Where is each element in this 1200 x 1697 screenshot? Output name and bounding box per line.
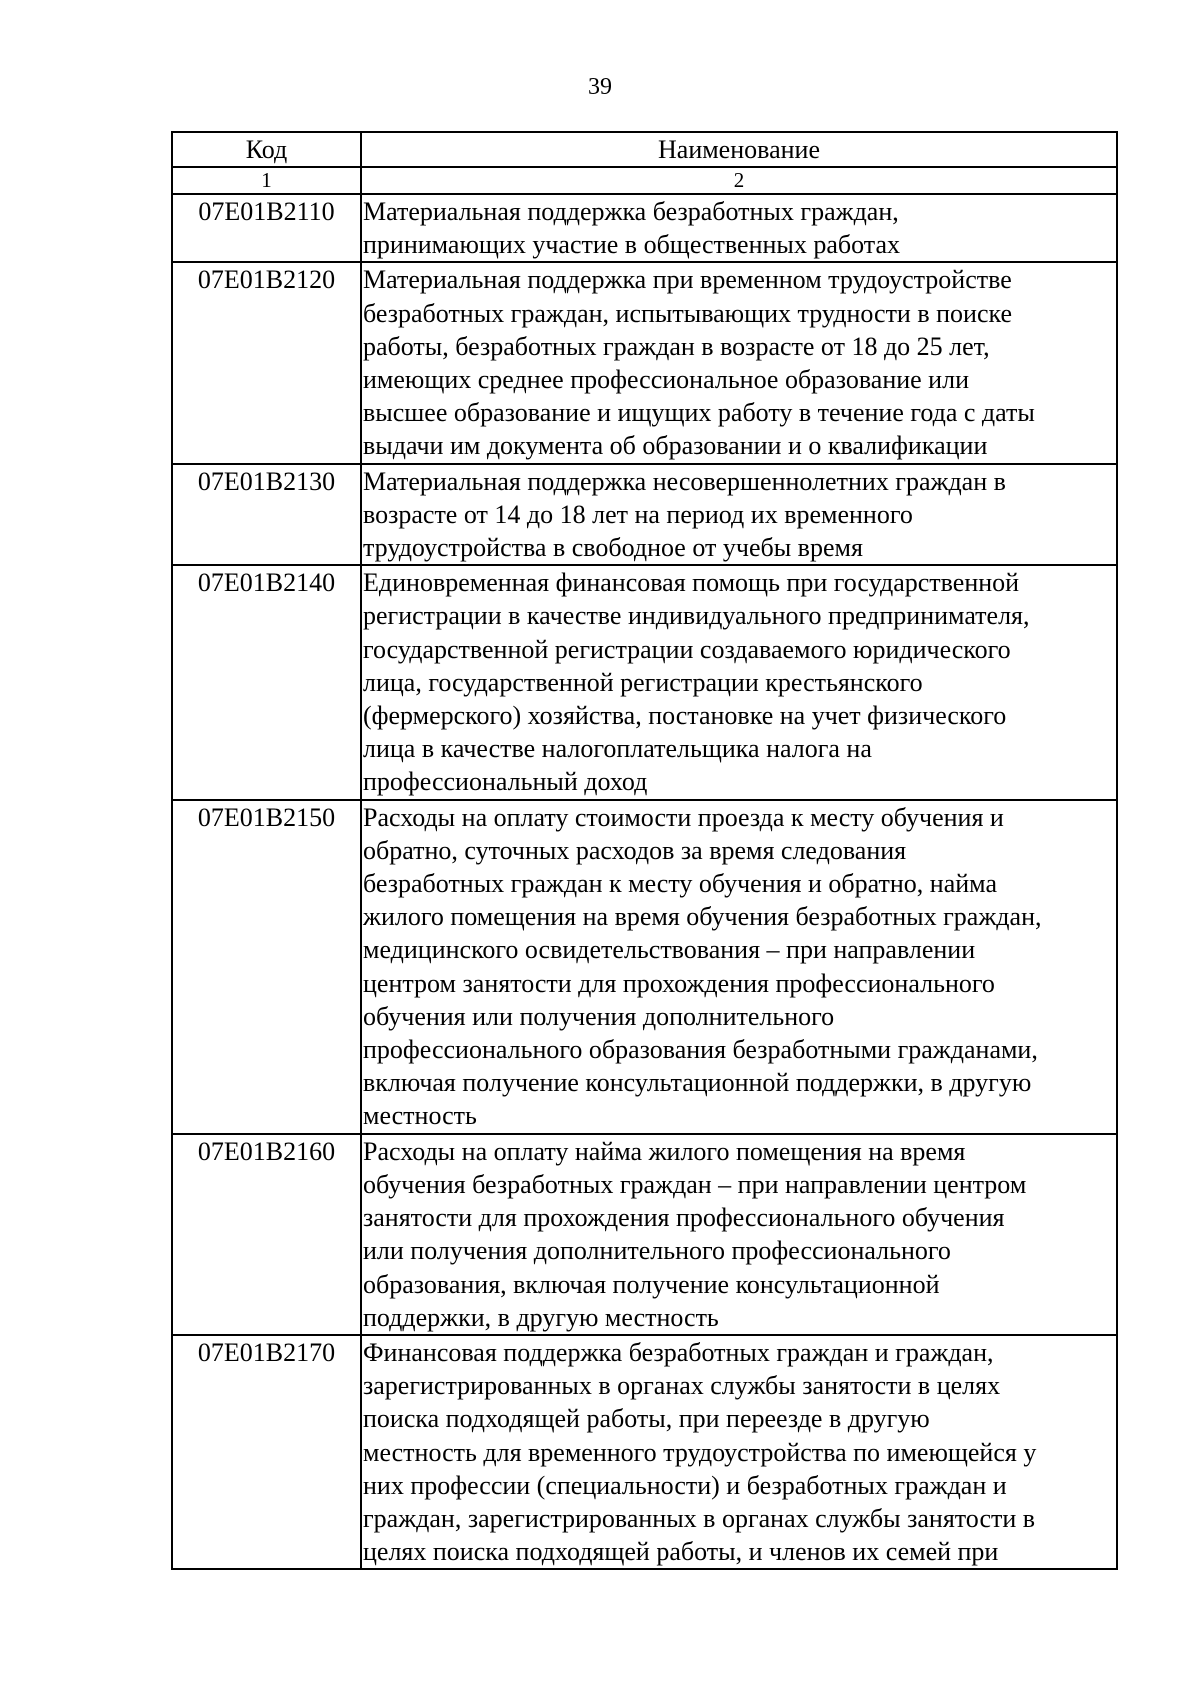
- row-code: 07Е01В2130: [172, 464, 361, 566]
- row-name-line: местность для временного трудоустройства по имеющейся у: [363, 1437, 1037, 1467]
- row-name: [361, 464, 1117, 566]
- row-name-line: жилого помещения на время обучения безработных граждан,: [363, 902, 1042, 932]
- row-name-line: Расходы на оплату найма жилого помещения на время: [363, 1136, 966, 1166]
- column-number-name: 2: [361, 167, 1117, 194]
- row-name-line: безработных граждан, испытывающих трудности в поиске: [363, 298, 1013, 328]
- row-name: [361, 1335, 1117, 1569]
- row-name-line: работы, безработных граждан в возрасте от 18 до 25 лет,: [363, 331, 990, 361]
- row-name-line: безработных граждан к месту обучения и обратно, найма: [363, 869, 997, 899]
- row-name-line: (фермерского) хозяйства, постановке на учет физического: [363, 701, 1007, 731]
- table-row: [172, 262, 1117, 463]
- row-code: 07Е01В2170: [172, 1335, 361, 1569]
- row-name: [361, 262, 1117, 463]
- row-name-line: Материальная поддержка несовершеннолетних граждан в: [363, 466, 1006, 496]
- row-name-line: профессионального образования безработными гражданами,: [363, 1035, 1038, 1065]
- header-name: Наименование: [361, 132, 1117, 167]
- row-name-line: целях поиска подходящей работы, и членов их семей при: [363, 1537, 999, 1567]
- row-name: [361, 800, 1117, 1134]
- row-name-line: них профессии (специальности) и безработных граждан и: [363, 1470, 1007, 1500]
- row-name-line: поддержки, в другую местность: [363, 1302, 719, 1332]
- row-name-line: занятости для прохождения профессионального обучения: [363, 1203, 1005, 1233]
- row-name-line: Расходы на оплату стоимости проезда к месту обучения и: [363, 802, 1004, 832]
- row-name-line: образования, включая получение консультационной: [363, 1269, 940, 1299]
- row-name-line: зарегистрированных в органах службы занятости в целях: [363, 1371, 1001, 1401]
- header-row: [172, 132, 1117, 167]
- column-number-code: 1: [172, 167, 361, 194]
- table-row: [172, 1335, 1117, 1569]
- row-code: 07Е01В2140: [172, 565, 361, 799]
- row-name-line: принимающих участие в общественных работах: [363, 230, 901, 260]
- row-code: 07Е01В2150: [172, 800, 361, 1134]
- table-row: [172, 800, 1117, 1134]
- row-name-line: регистрации в качестве индивидуального предпринимателя,: [363, 601, 1030, 631]
- budget-code-table: [171, 131, 1118, 1570]
- row-name-line: обратно, суточных расходов за время следования: [363, 835, 907, 865]
- row-name-line: имеющих среднее профессиональное образование или: [363, 365, 969, 395]
- row-name: [361, 1134, 1117, 1335]
- row-name-line: лица в качестве налогоплательщика налога на: [363, 734, 872, 764]
- row-name-line: или получения дополнительного профессионального: [363, 1236, 951, 1266]
- row-name-line: граждан, зарегистрированных в органах службы занятости в: [363, 1503, 1036, 1533]
- page-number: 39: [588, 74, 612, 100]
- row-name-line: выдачи им документа об образовании и о квалификации: [363, 431, 988, 461]
- row-code: 07Е01В2110: [172, 194, 361, 262]
- table-row: [172, 1134, 1117, 1335]
- row-name-line: Материальная поддержка безработных граждан,: [363, 197, 899, 226]
- row-name: [361, 194, 1117, 262]
- row-name-line: высшее образование и ищущих работу в течение года с даты: [363, 398, 1035, 428]
- row-name-line: местность: [363, 1101, 477, 1131]
- row-name-line: государственной регистрации создаваемого юридического: [363, 634, 1011, 664]
- row-name-line: обучения безработных граждан – при направлении центром: [363, 1169, 1027, 1199]
- column-number-row: [172, 167, 1117, 194]
- row-name-line: медицинского освидетельствования – при направлении: [363, 935, 976, 965]
- row-name-line: обучения или получения дополнительного: [363, 1001, 835, 1031]
- row-name-line: поиска подходящей работы, при переезде в другую: [363, 1404, 930, 1434]
- row-code: 07Е01В2160: [172, 1134, 361, 1335]
- row-name-line: включая получение консультационной поддержки, в другую: [363, 1068, 1032, 1098]
- row-code: 07Е01В2120: [172, 262, 361, 463]
- row-name-line: центром занятости для прохождения профессионального: [363, 968, 995, 998]
- row-name-line: Материальная поддержка при временном трудоустройстве: [363, 265, 1012, 295]
- table-header: [172, 132, 1117, 194]
- table-body: [172, 194, 1117, 1569]
- row-name: [361, 565, 1117, 799]
- row-name-line: профессиональный доход: [363, 767, 648, 797]
- table-row: [172, 194, 1117, 262]
- row-name-line: возрасте от 14 до 18 лет на период их временного: [363, 499, 913, 529]
- table-row: [172, 565, 1117, 799]
- row-name-line: Финансовая поддержка безработных граждан и граждан,: [363, 1337, 994, 1367]
- row-name-line: трудоустройства в свободное от учебы время: [363, 533, 863, 563]
- header-code: Код: [172, 132, 361, 167]
- row-name-line: лица, государственной регистрации крестьянского: [363, 667, 923, 697]
- table-row: [172, 464, 1117, 566]
- row-name-line: Единовременная финансовая помощь при государственной: [363, 568, 1020, 598]
